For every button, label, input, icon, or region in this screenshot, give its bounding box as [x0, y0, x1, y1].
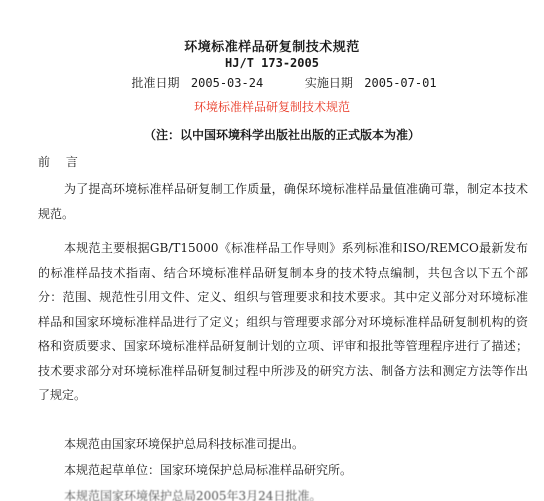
document-title: 环境标准样品研复制技术规范	[184, 40, 360, 55]
publication-note: （注：以中国环境科学出版社出版的正式版本为准）	[143, 128, 420, 142]
paragraph-purpose: 为了提高环境标准样品研复制工作质量，确保环境标准样品量值准确可靠，制定本技术规范。	[38, 182, 528, 221]
implementation-date: 2005-07-01	[364, 76, 437, 90]
paragraph-basis: 本规范主要根据GB/T15000《标准样品工作导则》系列标准和ISO/REMCO最新发布的标准样品技术指南、结合环境标准样品研复制本身的技术特点编制，共包含以下五个部分：范围、规范性引用文件、定义、组织与管理要求和技术要求。其中定义部分对环境标准样品和国家环境标准样品进行了定义；组织与管理要求部分对环境标准样品研复制机构的资格和资质要求、国家环境标准样品研复制计划的立项、评审和报批等管理程序进行了描述；技术要求部分对环境标准样品研复制过程中所涉及的研究方法、制备方法和测定方法等作出了规定。	[38, 241, 528, 402]
approval-date-label: 批准日期	[131, 76, 180, 90]
approval-date: 2005-03-24	[190, 76, 264, 90]
date-line	[12, 74, 544, 91]
paragraph-proposer: 本规范由国家环境保护总局科技标准司提出。	[64, 437, 305, 451]
standard-code: HJ/T 173-2005	[225, 56, 319, 70]
paragraph-drafter: 本规范起草单位：国家环境保护总局标准样品研究所。	[64, 463, 353, 477]
preface-heading: 前 言	[38, 155, 84, 169]
paragraph-approval: 本规范国家环境保护总局2005年3月24日批准。	[64, 489, 322, 501]
red-subtitle: 环境标准样品研复制技术规范	[193, 100, 350, 114]
implementation-date-label: 实施日期	[304, 76, 353, 90]
